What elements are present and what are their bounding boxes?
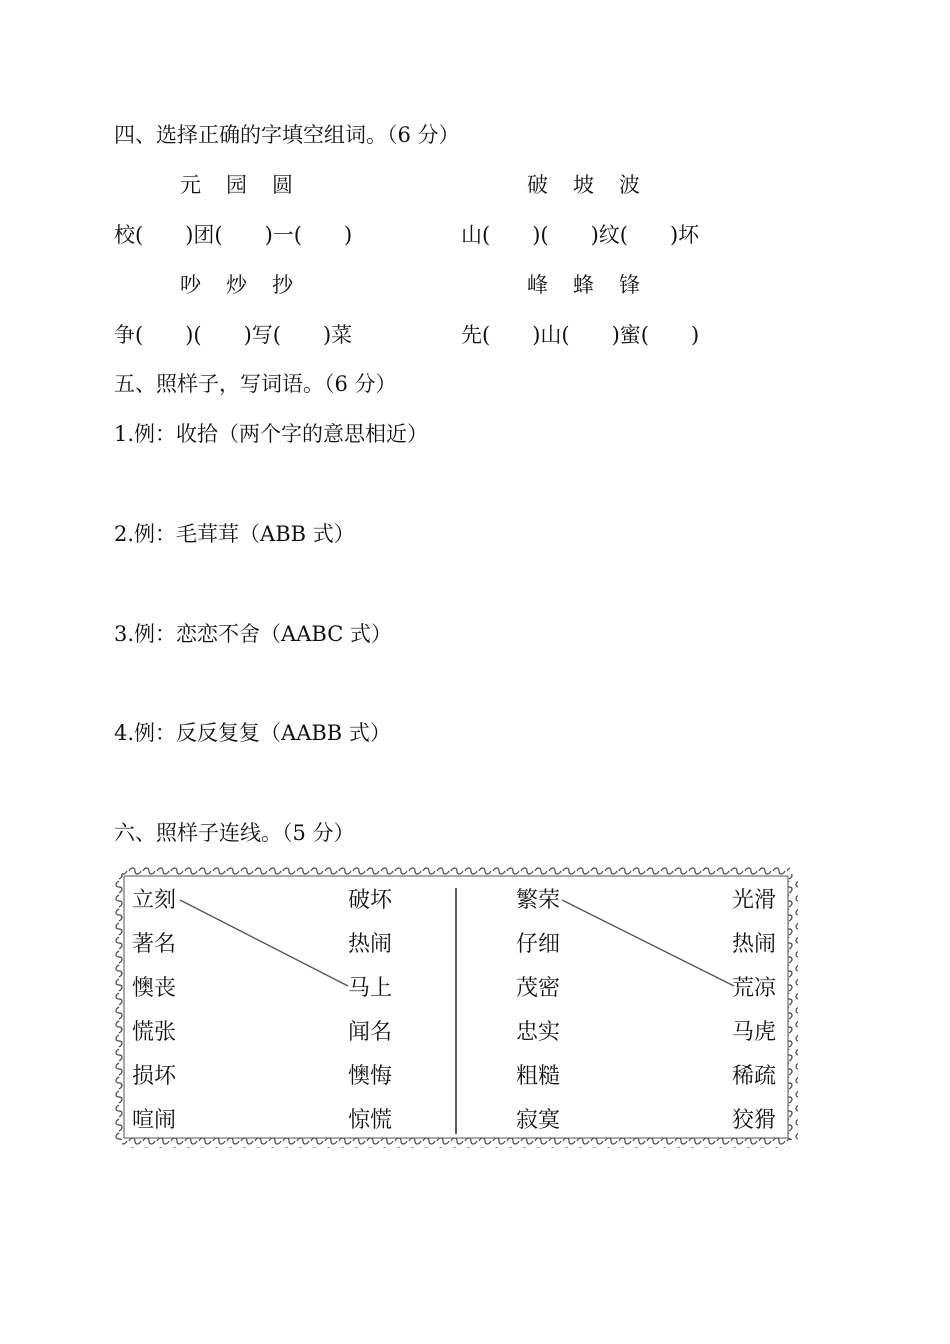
char-choices-4 [527, 270, 665, 300]
fill-blank-line-4[interactable]: 先( )山( )蜜( ) [461, 323, 700, 347]
char-choice: 圆 [272, 173, 293, 197]
match-word-left-pair[interactable]: 破坏 [348, 888, 393, 913]
char-choice: 元 [180, 173, 201, 197]
match-word-right-pair[interactable]: 热闹 [732, 932, 777, 957]
char-choice: 蜂 [573, 273, 594, 297]
match-word-right[interactable]: 忠实 [516, 1020, 561, 1045]
example-item-3: 3.例：恋恋不舍（AABC 式） [114, 622, 392, 646]
match-word-right[interactable]: 寂寞 [516, 1108, 561, 1133]
match-word-right[interactable]: 粗糙 [516, 1064, 561, 1089]
char-choices-3 [180, 270, 318, 300]
match-word-right-pair[interactable]: 稀疏 [732, 1064, 777, 1089]
char-choice: 峰 [527, 273, 548, 297]
match-word-left[interactable]: 损坏 [132, 1064, 177, 1089]
char-choice: 波 [619, 173, 640, 197]
example-item-2: 2.例：毛茸茸（ABB 式） [114, 522, 355, 546]
char-choice: 锋 [619, 273, 640, 297]
char-choices-2 [527, 170, 665, 200]
match-word-left[interactable]: 著名 [132, 932, 177, 957]
char-choice: 吵 [180, 273, 201, 297]
match-word-left[interactable]: 喧闹 [132, 1108, 177, 1133]
section4-title: 四、选择正确的字填空组词。（6 分） [114, 123, 460, 147]
match-word-right[interactable]: 茂密 [516, 976, 561, 1001]
section6-title: 六、照样子连线。（5 分） [114, 821, 355, 845]
match-word-left[interactable]: 慌张 [132, 1020, 177, 1045]
fill-blank-line-3[interactable]: 争( )( )写( )菜 [114, 323, 353, 347]
match-word-right-pair[interactable]: 荒凉 [732, 976, 777, 1001]
char-choice: 园 [226, 173, 247, 197]
match-word-left-pair[interactable]: 闻名 [348, 1020, 393, 1045]
match-word-right-pair[interactable]: 光滑 [732, 888, 777, 913]
matching-box [114, 866, 798, 1148]
fill-blank-line-1[interactable]: 校( )团( )一( ) [114, 223, 353, 247]
example-item-1: 1.例：收拾（两个字的意思相近） [114, 422, 429, 446]
char-choice: 破 [527, 173, 548, 197]
example-link-line-2 [562, 900, 734, 986]
match-word-left-pair[interactable]: 热闹 [348, 932, 393, 957]
match-word-right[interactable]: 繁荣 [516, 888, 561, 913]
example-link-line-1 [180, 900, 348, 986]
char-choices-1 [180, 170, 318, 200]
section5-title: 五、照样子，写词语。（6 分） [114, 372, 397, 396]
match-word-right-pair[interactable]: 马虎 [732, 1020, 777, 1045]
match-word-left-pair[interactable]: 懊悔 [348, 1064, 393, 1089]
fill-blank-line-2[interactable]: 山( )( )纹( )坏 [461, 223, 700, 247]
char-choice: 抄 [272, 273, 293, 297]
example-item-4: 4.例：反反复复（AABB 式） [114, 721, 391, 745]
char-choice: 炒 [226, 273, 247, 297]
match-word-right-pair[interactable]: 狡猾 [732, 1108, 777, 1133]
match-word-right[interactable]: 仔细 [516, 932, 561, 957]
ornamental-border [114, 866, 798, 1148]
char-choice: 坡 [573, 173, 594, 197]
match-word-left[interactable]: 立刻 [132, 888, 177, 913]
match-word-left-pair[interactable]: 马上 [348, 976, 393, 1001]
match-word-left-pair[interactable]: 惊慌 [348, 1108, 393, 1133]
match-word-left[interactable]: 懊丧 [132, 976, 177, 1001]
